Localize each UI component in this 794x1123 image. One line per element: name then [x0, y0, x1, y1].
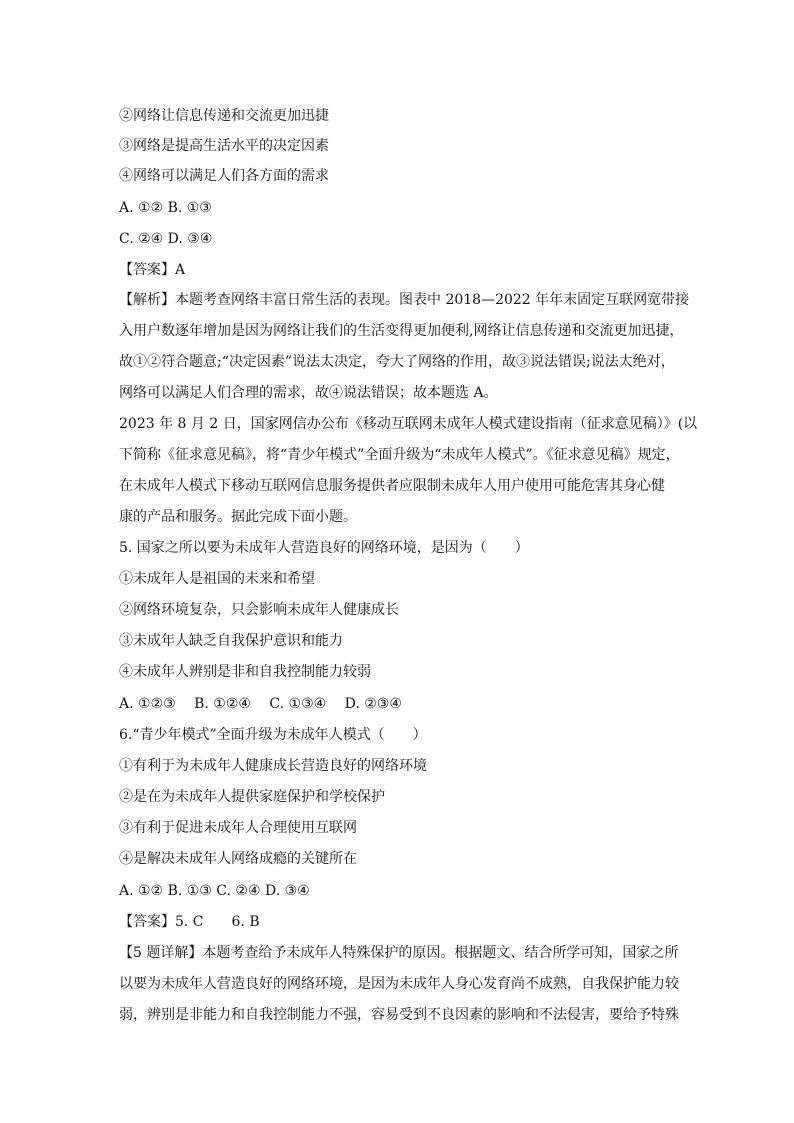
q4-analysis-line: 网络可以满足人们合理的需求，故④说法错误；故本题选 A。	[119, 385, 498, 401]
material-line: 下简称《征求意见稿》，将“青少年模式”全面升级为“未成年人模式”。《征求意见稿》规定，	[119, 447, 680, 463]
q5-option-3: ③未成年人缺乏自我保护意识和能力	[119, 633, 343, 649]
answer-5-6: 【答案】5. C 6. B	[119, 914, 260, 930]
q6-option-3: ③有利于促进未成年人合理使用互联网	[119, 820, 357, 836]
q4-analysis-line: 【解析】本题考查网络丰富日常生活的表现。图表中 2018—2022 年年末固定互联网宽带接	[119, 292, 690, 308]
q6-option-4: ④是解决未成年人网络成瘾的关键所在	[119, 851, 357, 867]
q5-detail-line: 【5 题详解】本题考查给予未成年人特殊保护的原因。根据题文、结合所学可知，国家之所	[119, 945, 679, 961]
q4-option-2: ②网络让信息传递和交流更加迅捷	[119, 108, 329, 124]
q5-option-1: ①未成年人是祖国的未来和希望	[119, 571, 315, 587]
q4-choices-cd: C. ②④ D. ③④	[119, 231, 213, 247]
q5-stem: 5. 国家之所以要为未成年人营造良好的网络环境，是因为（ ）	[119, 540, 529, 556]
q5-option-2: ②网络环境复杂，只会影响未成年人健康成长	[119, 602, 399, 618]
q4-answer: 【答案】A	[119, 262, 186, 278]
q6-choices: A. ①② B. ①③ C. ②④ D. ③④	[119, 883, 310, 899]
material-line: 2023 年 8 月 2 日，国家网信办公布《移动互联网未成年人模式建设指南（征求意见稿）》(以	[119, 416, 698, 432]
q6-stem: 6.“青少年模式”全面升级为未成年人模式（ ）	[119, 727, 427, 743]
material-line: 康的产品和服务。据此完成下面小题。	[119, 509, 357, 525]
q5-option-4: ④未成年人辨别是非和自我控制能力较弱	[119, 664, 371, 680]
q5-detail-line: 以要为未成年人营造良好的网络环境，是因为未成年人身心发育尚不成熟，自我保护能力较	[119, 976, 679, 992]
q4-option-4: ④网络可以满足人们各方面的需求	[119, 168, 329, 184]
q4-option-3: ③网络是提高生活水平的决定因素	[119, 138, 329, 154]
q4-choices-ab: A. ①② B. ①③	[119, 200, 212, 216]
q5-choices: A. ①②③ B. ①②④ C. ①③④ D. ②③④	[119, 696, 402, 712]
q5-detail-line: 弱，辨别是非能力和自我控制能力不强，容易受到不良因素的影响和不法侵害，要给予特殊	[119, 1007, 679, 1023]
q4-analysis-line: 入用户数逐年增加是因为网络让我们的生活变得更加便利,网络让信息传递和交流更加迅捷，	[119, 323, 684, 339]
q4-analysis-line: 故①②符合题意;“决定因素”说法太决定，夸大了网络的作用，故③说法错误;说法太绝对，	[119, 354, 675, 370]
q6-option-1: ①有利于为未成年人健康成长营造良好的网络环境	[119, 758, 427, 774]
q6-option-2: ②是在为未成年人提供家庭保护和学校保护	[119, 789, 385, 805]
material-line: 在未成年人模式下移动互联网信息服务提供者应限制未成年人用户使用可能危害其身心健	[119, 478, 665, 494]
